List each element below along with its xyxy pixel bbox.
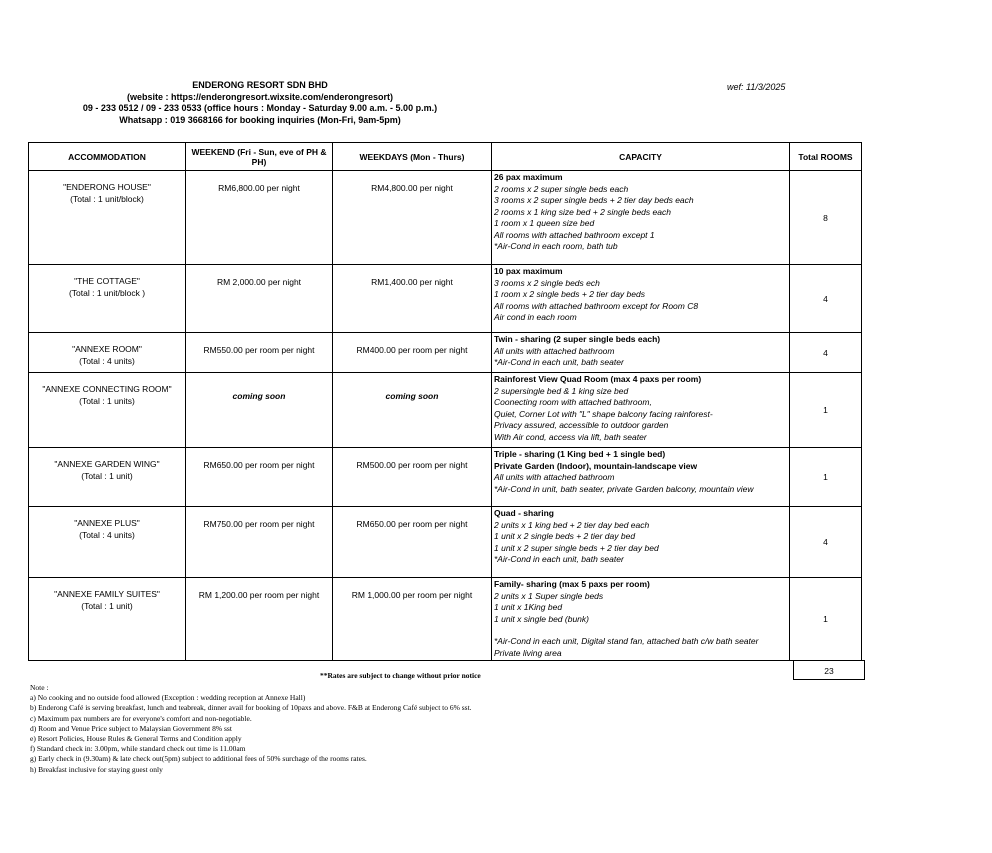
- room-count: 4: [790, 265, 862, 333]
- weekdays-price: RM 1,000.00 per room per night: [333, 578, 492, 661]
- website-line: (website : https://enderongresort.wixsite.com/enderongresort): [126, 91, 394, 102]
- capacity-cell: [492, 171, 790, 265]
- accommodation-cell: [29, 265, 186, 333]
- note-item: g) Early check in (9.30am) & late check out(5pm) subject to additional fees of 50% surchage of the rooms rates.: [30, 754, 367, 764]
- accommodation-cell: [29, 578, 186, 661]
- accommodation-name: "ANNEXE GARDEN WING": [54, 459, 160, 469]
- capacity-line: 1 unit x single bed (bunk): [494, 613, 589, 624]
- capacity-line: 2 rooms x 2 super single beds each: [494, 183, 629, 194]
- room-count: 4: [790, 507, 862, 578]
- effective-date: wef: 11/3/2025: [727, 82, 786, 92]
- capacity-line: 2 rooms x 1 king size bed + 2 single beds each: [494, 206, 671, 217]
- table-row: [29, 507, 862, 578]
- capacity-line: Privacy assured, accessible to outdoor garden: [494, 420, 669, 430]
- notes-title: Note :: [30, 683, 49, 692]
- capacity-cell: [492, 333, 790, 373]
- weekdays-price: RM4,800.00 per night: [333, 171, 492, 265]
- accommodation-name: "ANNEXE CONNECTING ROOM": [42, 384, 172, 394]
- capacity-line: Private living area: [494, 647, 562, 658]
- accommodation-total: (Total : 1 unit/block ): [68, 288, 146, 298]
- weekend-price: RM550.00 per room per night: [186, 333, 333, 373]
- room-count: 1: [790, 373, 862, 448]
- capacity-title: 26 pax maximum: [494, 172, 563, 182]
- accommodation-total: (Total : 4 units): [79, 356, 135, 366]
- capacity-line: All rooms with attached bathroom except for Room C8: [494, 300, 699, 311]
- table-header-row: [29, 143, 862, 171]
- capacity-line: All units with attached bathroom: [494, 472, 615, 482]
- capacity-line: 3 rooms x 2 super single beds + 2 tier day beds each: [494, 195, 694, 205]
- note-item: h) Breakfast inclusive for staying guest only: [30, 764, 163, 774]
- capacity-line: 1 room x 1 queen size bed: [494, 218, 595, 228]
- note-item: f) Standard check in: 3.00pm, while standard check out time is 11.00am: [30, 744, 246, 754]
- capacity-line: Air cond in each room: [494, 312, 577, 322]
- capacity-line: 1 room x 2 single beds + 2 tier day beds: [494, 289, 645, 299]
- weekend-price: RM 2,000.00 per night: [186, 265, 333, 333]
- capacity-line: 1 unit x 1King bed: [494, 602, 563, 612]
- capacity-title: Family- sharing (max 5 paxs per room): [494, 579, 650, 589]
- capacity-title: 10 pax maximum: [494, 266, 563, 276]
- note-item: c) Maximum pax numbers are for everyone's comfort and non-negotiable.: [30, 713, 252, 723]
- table-row: [29, 171, 862, 265]
- weekend-price: RM 1,200.00 per room per night: [186, 578, 333, 661]
- capacity-line: *Air-Cond in unit, bath seater, private Garden balcony, mountain view: [494, 483, 754, 494]
- note-item: d) Room and Venue Price subject to Malaysian Government 8% sst: [30, 723, 232, 733]
- capacity-line: All units with attached bathroom: [494, 345, 615, 356]
- capacity-line: 2 supersingle bed & 1 king size bed: [494, 385, 629, 396]
- capacity-line: *Air-Cond in each unit, bath seater: [494, 554, 624, 564]
- room-count: 8: [790, 171, 862, 265]
- weekdays-price: RM500.00 per room per night: [333, 448, 492, 507]
- accommodation-total: (Total : 4 units): [79, 530, 135, 540]
- capacity-line: *Air-Cond in each unit, bath seater: [494, 357, 624, 367]
- capacity-cell: [492, 507, 790, 578]
- accommodation-total: (Total : 1 unit): [81, 471, 133, 481]
- accommodation-cell: [29, 373, 186, 448]
- company-name: ENDERONG RESORT SDN BHD: [192, 80, 328, 90]
- room-count: 1: [790, 578, 862, 661]
- accommodation-total: (Total : 1 unit): [81, 601, 133, 611]
- capacity-cell: [492, 448, 790, 507]
- accommodation-name: "ANNEXE PLUS": [74, 518, 140, 528]
- capacity-cell: [492, 373, 790, 448]
- capacity-title: Triple - sharing (1 King bed + 1 single bed): [494, 449, 666, 459]
- capacity-line: *Air-Cond in each unit, Digital stand fan, attached bath c/w bath seater: [494, 636, 759, 646]
- table-row: [29, 578, 862, 661]
- weekdays-price: RM400.00 per room per night: [333, 333, 492, 373]
- note-item: a) No cooking and no outside food allowed (Exception : wedding reception at Annexe Hall): [30, 693, 306, 703]
- capacity-title: Twin - sharing (2 super single beds each): [494, 334, 661, 344]
- capacity-line: 2 units x 1 king bed + 2 tier day bed each: [494, 519, 650, 530]
- weekend-price: RM750.00 per room per night: [186, 507, 333, 578]
- whatsapp-line: Whatsapp : 019 3668166 for booking inquiries (Mon-Fri, 9am-5pm): [119, 114, 401, 125]
- weekend-price: RM650.00 per room per night: [186, 448, 333, 507]
- table-row: [29, 265, 862, 333]
- capacity-subtitle: Private Garden (Indoor), mountain-landscape view: [494, 460, 698, 471]
- capacity-cell: [492, 578, 790, 661]
- capacity-line: 1 unit x 2 super single beds + 2 tier day bed: [494, 542, 659, 553]
- accommodation-name: "THE COTTAGE": [74, 276, 140, 286]
- accommodation-total: (Total : 1 unit/block): [70, 194, 144, 204]
- accommodation-cell: [29, 333, 186, 373]
- header-capacity: CAPACITY: [492, 143, 790, 171]
- document-header: [0, 80, 520, 126]
- header-total-rooms: Total ROOMS: [790, 143, 862, 171]
- weekend-price: coming soon: [186, 373, 333, 448]
- accommodation-name: "ENDERONG HOUSE": [63, 182, 151, 192]
- weekend-price: RM6,800.00 per night: [186, 171, 333, 265]
- table-row: [29, 373, 862, 448]
- accommodation-name: "ANNEXE FAMILY SUITES": [54, 589, 160, 599]
- capacity-line: [494, 625, 787, 636]
- capacity-line: With Air cond, access via lift, bath seater: [494, 431, 647, 442]
- capacity-title: Rainforest View Quad Room (max 4 paxs per room): [494, 374, 702, 384]
- capacity-line: Quiet, Corner Lot with "L" shape balcony facing rainforest-: [494, 408, 713, 419]
- weekdays-price: RM650.00 per room per night: [333, 507, 492, 578]
- header-accommodation: ACCOMMODATION: [29, 143, 186, 171]
- notes-section: [30, 683, 472, 775]
- table-row: [29, 333, 862, 373]
- capacity-line: 3 rooms x 2 single beds ech: [494, 277, 600, 288]
- note-item: b) Enderong Café is serving breakfast, lunch and teabreak, dinner avail for booking of 10paxs and above. F&B at Enderong Café subject to 6% sst.: [30, 703, 472, 713]
- accommodation-total: (Total : 1 units): [79, 396, 135, 406]
- accommodation-name: "ANNEXE ROOM": [72, 344, 142, 354]
- header-weekdays: WEEKDAYS (Mon - Thurs): [333, 143, 492, 171]
- accommodation-cell: [29, 507, 186, 578]
- capacity-cell: [492, 265, 790, 333]
- weekdays-price: coming soon: [333, 373, 492, 448]
- rates-table: [28, 142, 862, 661]
- rates-disclaimer: **Rates are subject to change without prior notice: [320, 671, 481, 680]
- capacity-line: *Air-Cond in each room, bath tub: [494, 241, 618, 251]
- capacity-line: All rooms with attached bathroom except 1: [494, 229, 655, 240]
- grand-total-rooms: 23: [793, 660, 865, 680]
- header-weekend: WEEKEND (Fri - Sun, eve of PH & PH): [186, 143, 333, 171]
- table-row: [29, 448, 862, 507]
- room-count: 1: [790, 448, 862, 507]
- capacity-title: Quad - sharing: [494, 508, 554, 518]
- accommodation-cell: [29, 171, 186, 265]
- accommodation-cell: [29, 448, 186, 507]
- capacity-line: 1 unit x 2 single beds + 2 tier day bed: [494, 531, 636, 541]
- weekdays-price: RM1,400.00 per night: [333, 265, 492, 333]
- capacity-line: Coonecting room with attached bathroom,: [494, 397, 652, 407]
- room-count: 4: [790, 333, 862, 373]
- capacity-line: 2 units x 1 Super single beds: [494, 590, 604, 601]
- phone-line: 09 - 233 0512 / 09 - 233 0533 (office hours : Monday - Saturday 9.00 a.m. - 5.00 p.m.): [82, 103, 438, 113]
- note-item: e) Resort Policies, House Rules & General Terms and Condition apply: [30, 734, 242, 744]
